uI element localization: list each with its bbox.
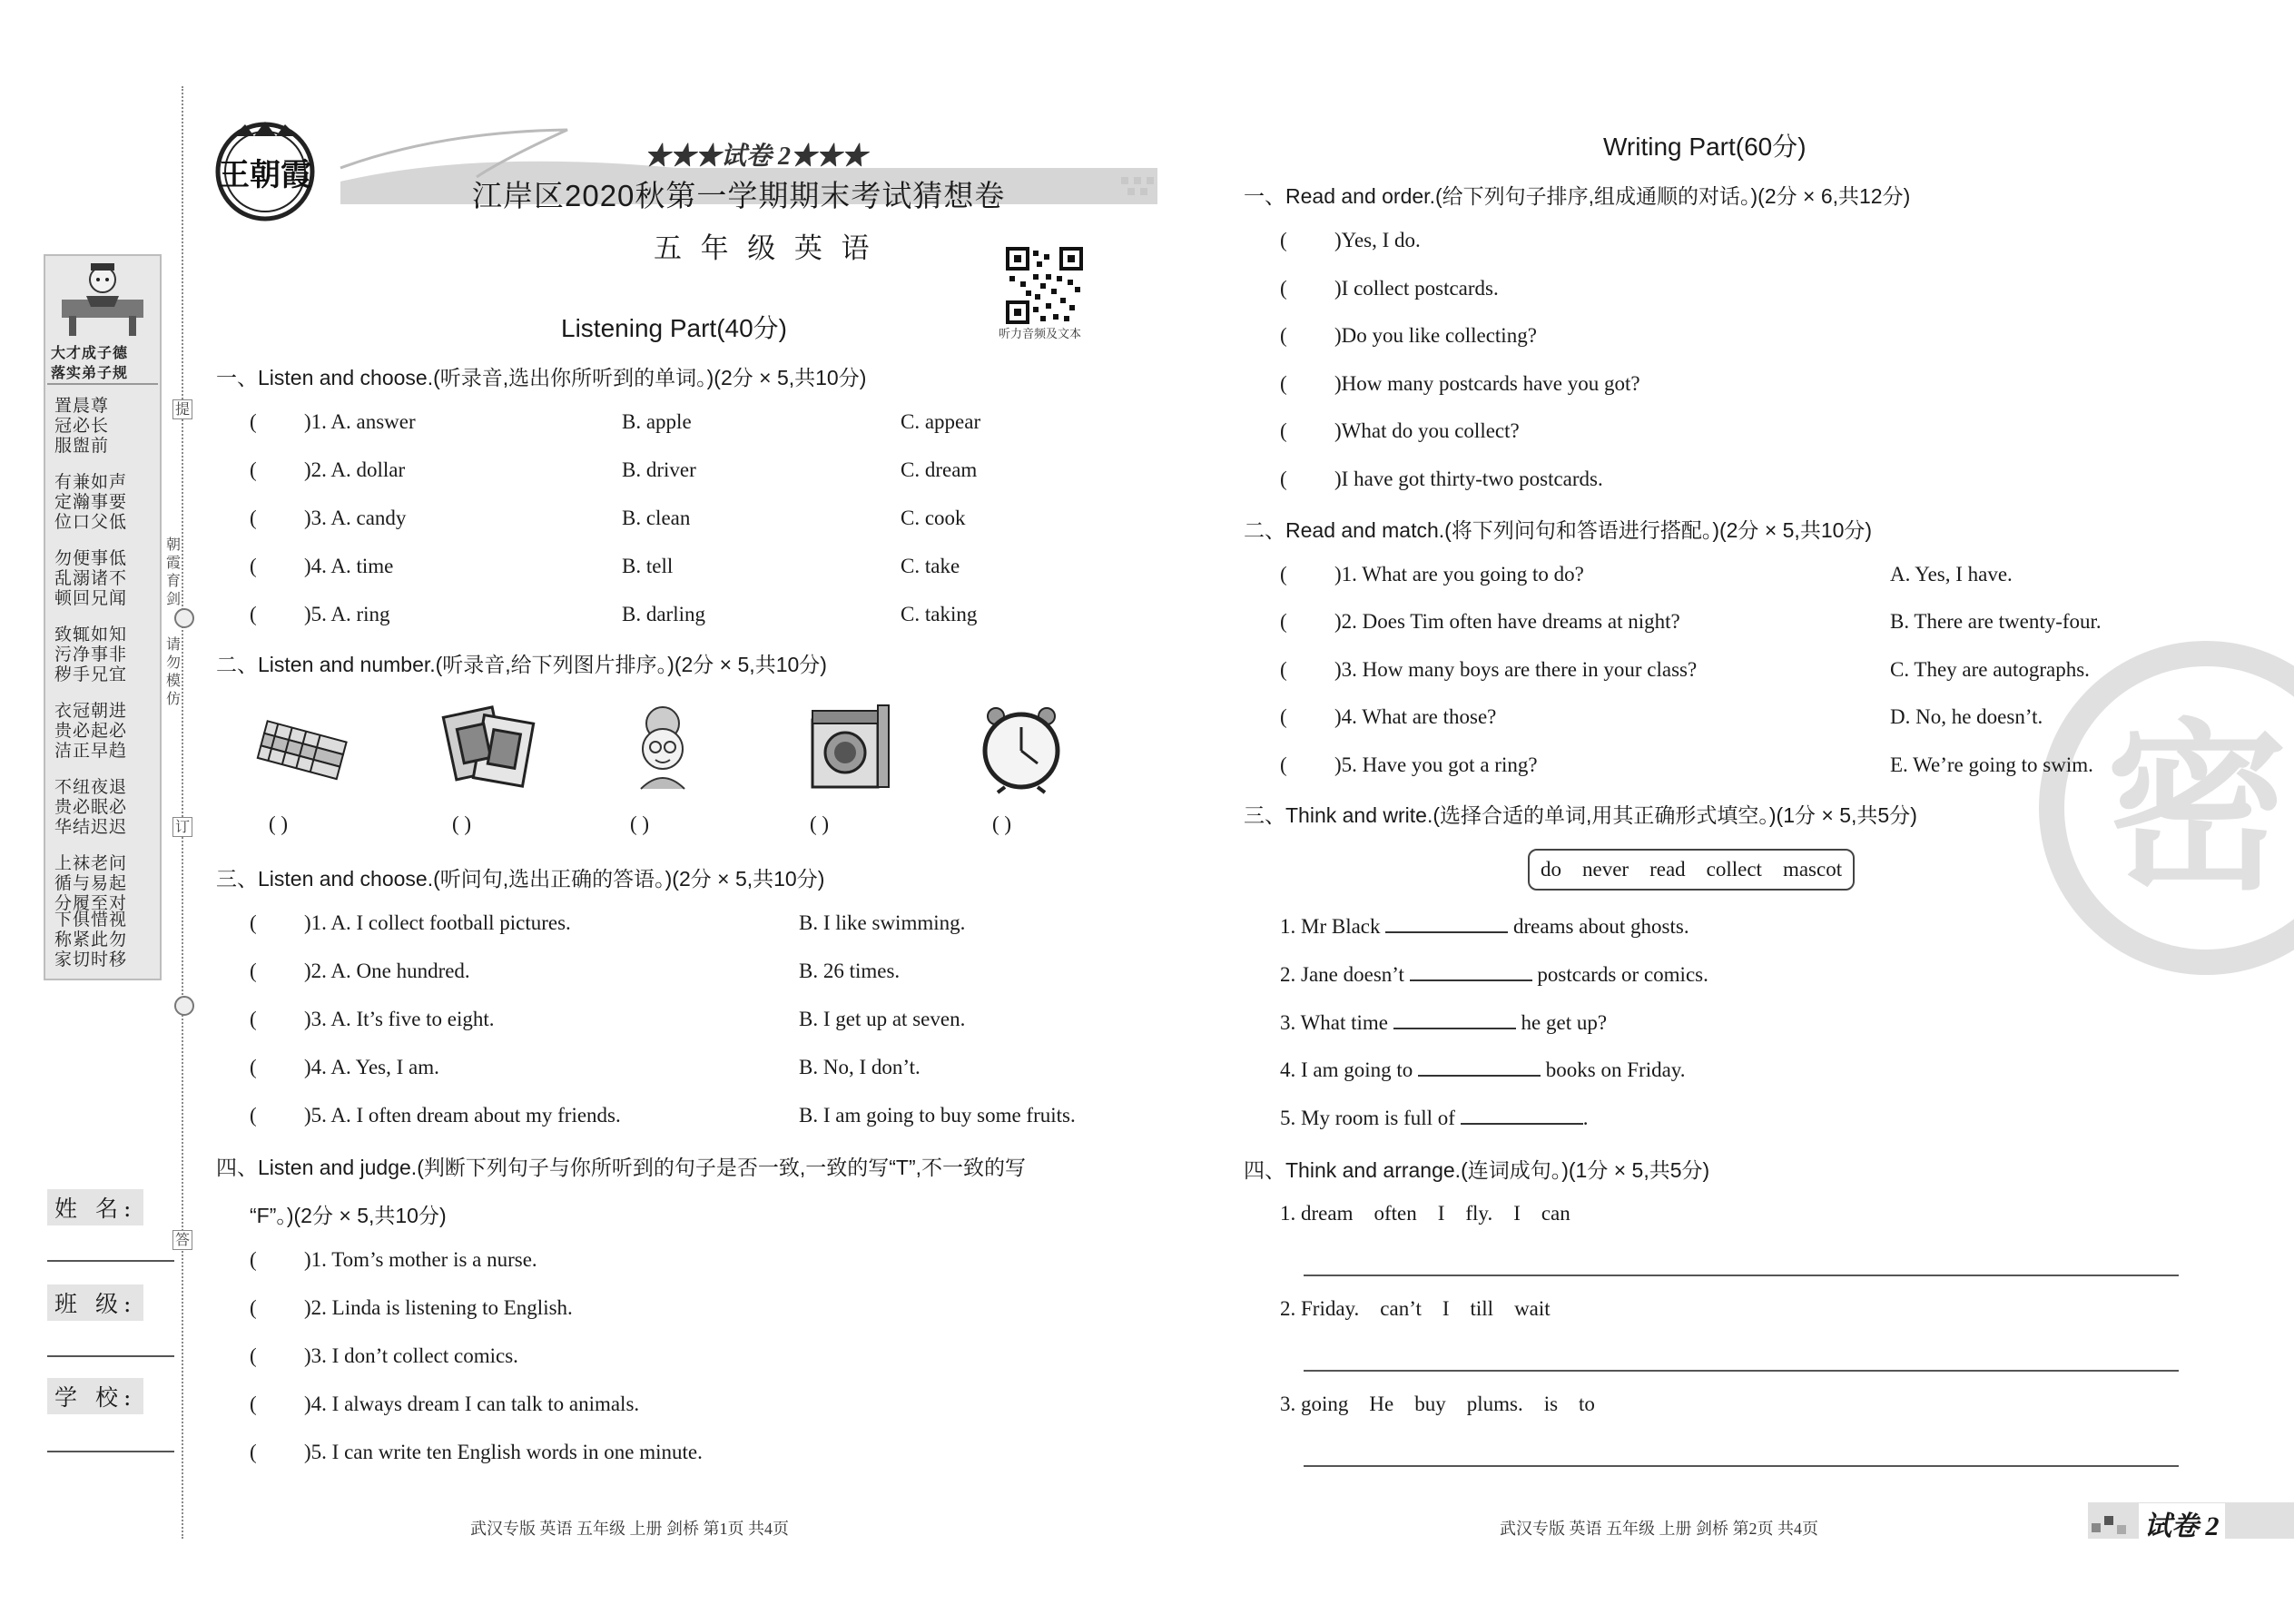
list-item: ( )I have got thirty-two postcards. bbox=[1280, 468, 1603, 490]
option-c: C. appear bbox=[901, 410, 981, 433]
page-footer-right: 武汉专版 英语 五年级 上册 剑桥 第2页 共4页 bbox=[1500, 1520, 1818, 1538]
option-b: B. driver bbox=[622, 458, 696, 481]
list-item: ( )1. What are you going to do? bbox=[1280, 563, 1584, 586]
list-item: ( )4. A. time bbox=[250, 555, 394, 577]
fill-item: 5. My room is full of . bbox=[1280, 1107, 1589, 1129]
list-item: ( )1. Tom’s mother is a nurse. bbox=[250, 1248, 537, 1271]
fill-item: 1. Mr Black dreams about ghosts. bbox=[1280, 915, 1689, 938]
option-b: B. I get up at seven. bbox=[799, 1008, 966, 1030]
cut-tag-da: 答 bbox=[172, 1230, 192, 1250]
qr-code-icon[interactable] bbox=[1006, 247, 1083, 324]
answer-option: A. Yes, I have. bbox=[1890, 563, 2013, 586]
list-item: ( )4. A. Yes, I am. bbox=[250, 1056, 439, 1078]
option-b: B. 26 times. bbox=[799, 960, 901, 982]
binding-hole-icon bbox=[174, 608, 194, 628]
school-label: 学 校: bbox=[47, 1378, 143, 1414]
clock-image bbox=[976, 704, 1067, 794]
arrange-item: 2. Friday. can’t I till wait bbox=[1280, 1297, 1551, 1320]
list-item: ( )1. A. answer bbox=[250, 410, 416, 433]
list-item: ( )3. A. candy bbox=[250, 507, 407, 529]
strip-header-1: 大才成子德 bbox=[51, 344, 129, 361]
fill-blank[interactable] bbox=[1410, 963, 1532, 981]
list-item: ( )What do you collect? bbox=[1280, 419, 1520, 442]
answer-option: E. We’re going to swim. bbox=[1890, 753, 2093, 776]
washing-machine-image bbox=[803, 704, 894, 790]
answer-line[interactable] bbox=[1304, 1275, 2179, 1276]
list-item: ( )3. A. It’s five to eight. bbox=[250, 1008, 495, 1030]
paper-tag: ★★★试卷 2★★★ bbox=[645, 143, 868, 171]
list-item: ( )5. Have you got a ring? bbox=[1280, 753, 1538, 776]
list-item: ( )3. How many boys are there in your class? bbox=[1280, 658, 1698, 681]
listening-s3-title: 三、Listen and choose.(听问句,选出正确的答语。)(2分 × 5,共10分) bbox=[216, 867, 825, 891]
listening-s4-title-cont: “F”。)(2分 × 5,共10分) bbox=[250, 1204, 447, 1227]
binding-dotted-line bbox=[182, 86, 183, 1539]
list-item: ( )5. A. ring bbox=[250, 603, 390, 625]
strip-header-2: 落实弟子规 bbox=[51, 364, 129, 381]
svg-text:密: 密 bbox=[2105, 704, 2289, 915]
side-note-copy: 请勿模仿 bbox=[165, 635, 181, 707]
etiquette-strip bbox=[44, 254, 162, 980]
option-c: C. take bbox=[901, 555, 960, 577]
fill-blank[interactable] bbox=[1385, 915, 1508, 933]
writing-s2-title: 二、Read and match.(将下列问句和答语进行搭配。)(2分 × 5,共10分) bbox=[1244, 518, 1873, 542]
answer-option: B. There are twenty-four. bbox=[1890, 610, 2102, 633]
poem-block: 衣冠朝进 贵必起必 洁正早趋 bbox=[54, 701, 128, 761]
answer-option: C. They are autographs. bbox=[1890, 658, 2090, 681]
secret-stamp-watermark bbox=[2015, 626, 2294, 1008]
stamps-image bbox=[440, 699, 536, 790]
writing-s4-title: 四、Think and arrange.(连词成句。)(1分 × 5,共5分) bbox=[1244, 1158, 1710, 1182]
option-b: B. apple bbox=[622, 410, 692, 433]
corner-squares-icon bbox=[2090, 1511, 2133, 1538]
writing-s1-title: 一、Read and order.(给下列句子排序,组成通顺的对话。)(2分 × 6,共12分) bbox=[1244, 184, 1911, 208]
fill-blank[interactable] bbox=[1418, 1058, 1541, 1077]
list-item: ( )2. A. One hundred. bbox=[250, 960, 470, 982]
books-image bbox=[254, 713, 350, 785]
fill-item: 2. Jane doesn’t postcards or comics. bbox=[1280, 963, 1708, 986]
listening-s4-title: 四、Listen and judge.(判断下列句子与你所听到的句子是否一致,一致的写“T”,不一致的写 bbox=[216, 1156, 1027, 1179]
list-item: ( )Yes, I do. bbox=[1280, 229, 1421, 251]
svg-text:王朝霞: 王朝霞 bbox=[219, 157, 311, 193]
exam-subtitle: 五 年 级 英 语 bbox=[654, 232, 875, 264]
arrange-item: 3. going He buy plums. is to bbox=[1280, 1393, 1595, 1415]
list-item: ( )How many postcards have you got? bbox=[1280, 372, 1640, 395]
list-item: ( )5. I can write ten English words in one minute. bbox=[250, 1441, 703, 1463]
grandma-image bbox=[626, 704, 699, 790]
picture-blank[interactable]: ( ) bbox=[269, 812, 289, 835]
picture-blank[interactable]: ( ) bbox=[810, 812, 830, 835]
fill-item: 3. What time he get up? bbox=[1280, 1011, 1608, 1034]
option-b: B. clean bbox=[622, 507, 691, 529]
option-c: C. dream bbox=[901, 458, 978, 481]
class-field[interactable] bbox=[47, 1355, 174, 1357]
class-label: 班 级: bbox=[47, 1284, 143, 1321]
answer-line[interactable] bbox=[1304, 1370, 2179, 1372]
option-b: B. I am going to buy some fruits. bbox=[799, 1104, 1076, 1127]
cut-tag-ti: 提 bbox=[172, 399, 192, 419]
arrange-item: 1. dream often I fly. I can bbox=[1280, 1202, 1570, 1225]
picture-blank[interactable]: ( ) bbox=[630, 812, 650, 835]
writing-s3-title: 三、Think and write.(选择合适的单词,用其正确形式填空。)(1分 × 5,共5分) bbox=[1244, 803, 1917, 827]
poem-block: 勿便事低 乱溺诸不 顿回兄闻 bbox=[54, 548, 128, 608]
answer-option: D. No, he doesn’t. bbox=[1890, 705, 2043, 728]
name-field[interactable] bbox=[47, 1260, 174, 1262]
list-item: ( )3. I don’t collect comics. bbox=[250, 1344, 518, 1367]
listening-part-title: Listening Part(40分) bbox=[561, 314, 788, 342]
poem-block: 上袜老问 循与易起 分履至对 bbox=[54, 853, 128, 913]
name-label: 姓 名: bbox=[47, 1189, 143, 1225]
binding-hole-icon bbox=[174, 996, 194, 1016]
option-b: B. darling bbox=[622, 603, 705, 625]
list-item: ( )2. Linda is listening to English. bbox=[250, 1296, 573, 1319]
fill-item: 4. I am going to books on Friday. bbox=[1280, 1058, 1686, 1081]
picture-blank[interactable]: ( ) bbox=[452, 812, 472, 835]
poem-block: 下俱惜视 称紧此勿 家切时移 bbox=[54, 910, 128, 969]
listening-s1-title: 一、Listen and choose.(听录音,选出你所听到的单词。)(2分 × 5,共10分) bbox=[216, 366, 867, 389]
option-b: B. tell bbox=[622, 555, 674, 577]
school-field[interactable] bbox=[47, 1451, 174, 1452]
list-item: ( )2. A. dollar bbox=[250, 458, 406, 481]
option-c: C. taking bbox=[901, 603, 978, 625]
picture-blank[interactable]: ( ) bbox=[992, 812, 1012, 835]
cut-tag-ding: 订 bbox=[172, 817, 192, 837]
poem-block: 有兼如声 定瀚事要 位口父低 bbox=[54, 472, 128, 532]
list-item: ( )I collect postcards. bbox=[1280, 277, 1499, 300]
list-item: ( )5. A. I often dream about my friends. bbox=[250, 1104, 621, 1127]
word-bank: do never read collect mascot bbox=[1528, 849, 1855, 891]
side-note-brand: 朝霞育剑 bbox=[165, 536, 181, 607]
list-item: ( )1. A. I collect football pictures. bbox=[250, 911, 571, 934]
scholar-figure-icon bbox=[45, 256, 160, 342]
corner-paper-tag: 试卷 2 bbox=[2139, 1503, 2225, 1543]
exam-title: 江岸区2020秋第一学期期末考试猜想卷 bbox=[472, 179, 1006, 212]
writing-part-title: Writing Part(60分) bbox=[1603, 133, 1807, 161]
answer-line[interactable] bbox=[1304, 1465, 2179, 1467]
brand-logo bbox=[213, 120, 318, 224]
option-c: C. cook bbox=[901, 507, 966, 529]
page-footer-left: 武汉专版 英语 五年级 上册 剑桥 第1页 共4页 bbox=[470, 1520, 789, 1538]
option-b: B. I like swimming. bbox=[799, 911, 966, 934]
fill-blank[interactable] bbox=[1393, 1011, 1516, 1029]
poem-block: 置晨尊 冠必长 服盥前 bbox=[54, 396, 110, 456]
list-item: ( )2. Does Tim often have dreams at night? bbox=[1280, 610, 1680, 633]
qr-caption: 听力音频及文本 bbox=[999, 327, 1082, 340]
listening-s2-title: 二、Listen and number.(听录音,给下列图片排序。)(2分 × 5,共10分) bbox=[216, 653, 827, 676]
poem-block: 致辄如知 污净事非 秽手兄宜 bbox=[54, 625, 128, 684]
list-item: ( )4. What are those? bbox=[1280, 705, 1497, 728]
fill-blank[interactable] bbox=[1461, 1107, 1583, 1125]
list-item: ( )Do you like collecting? bbox=[1280, 324, 1537, 347]
list-item: ( )4. I always dream I can talk to animals. bbox=[250, 1393, 640, 1415]
option-b: B. No, I don’t. bbox=[799, 1056, 921, 1078]
poem-block: 不纽夜退 贵必眠必 华结迟迟 bbox=[54, 777, 128, 837]
